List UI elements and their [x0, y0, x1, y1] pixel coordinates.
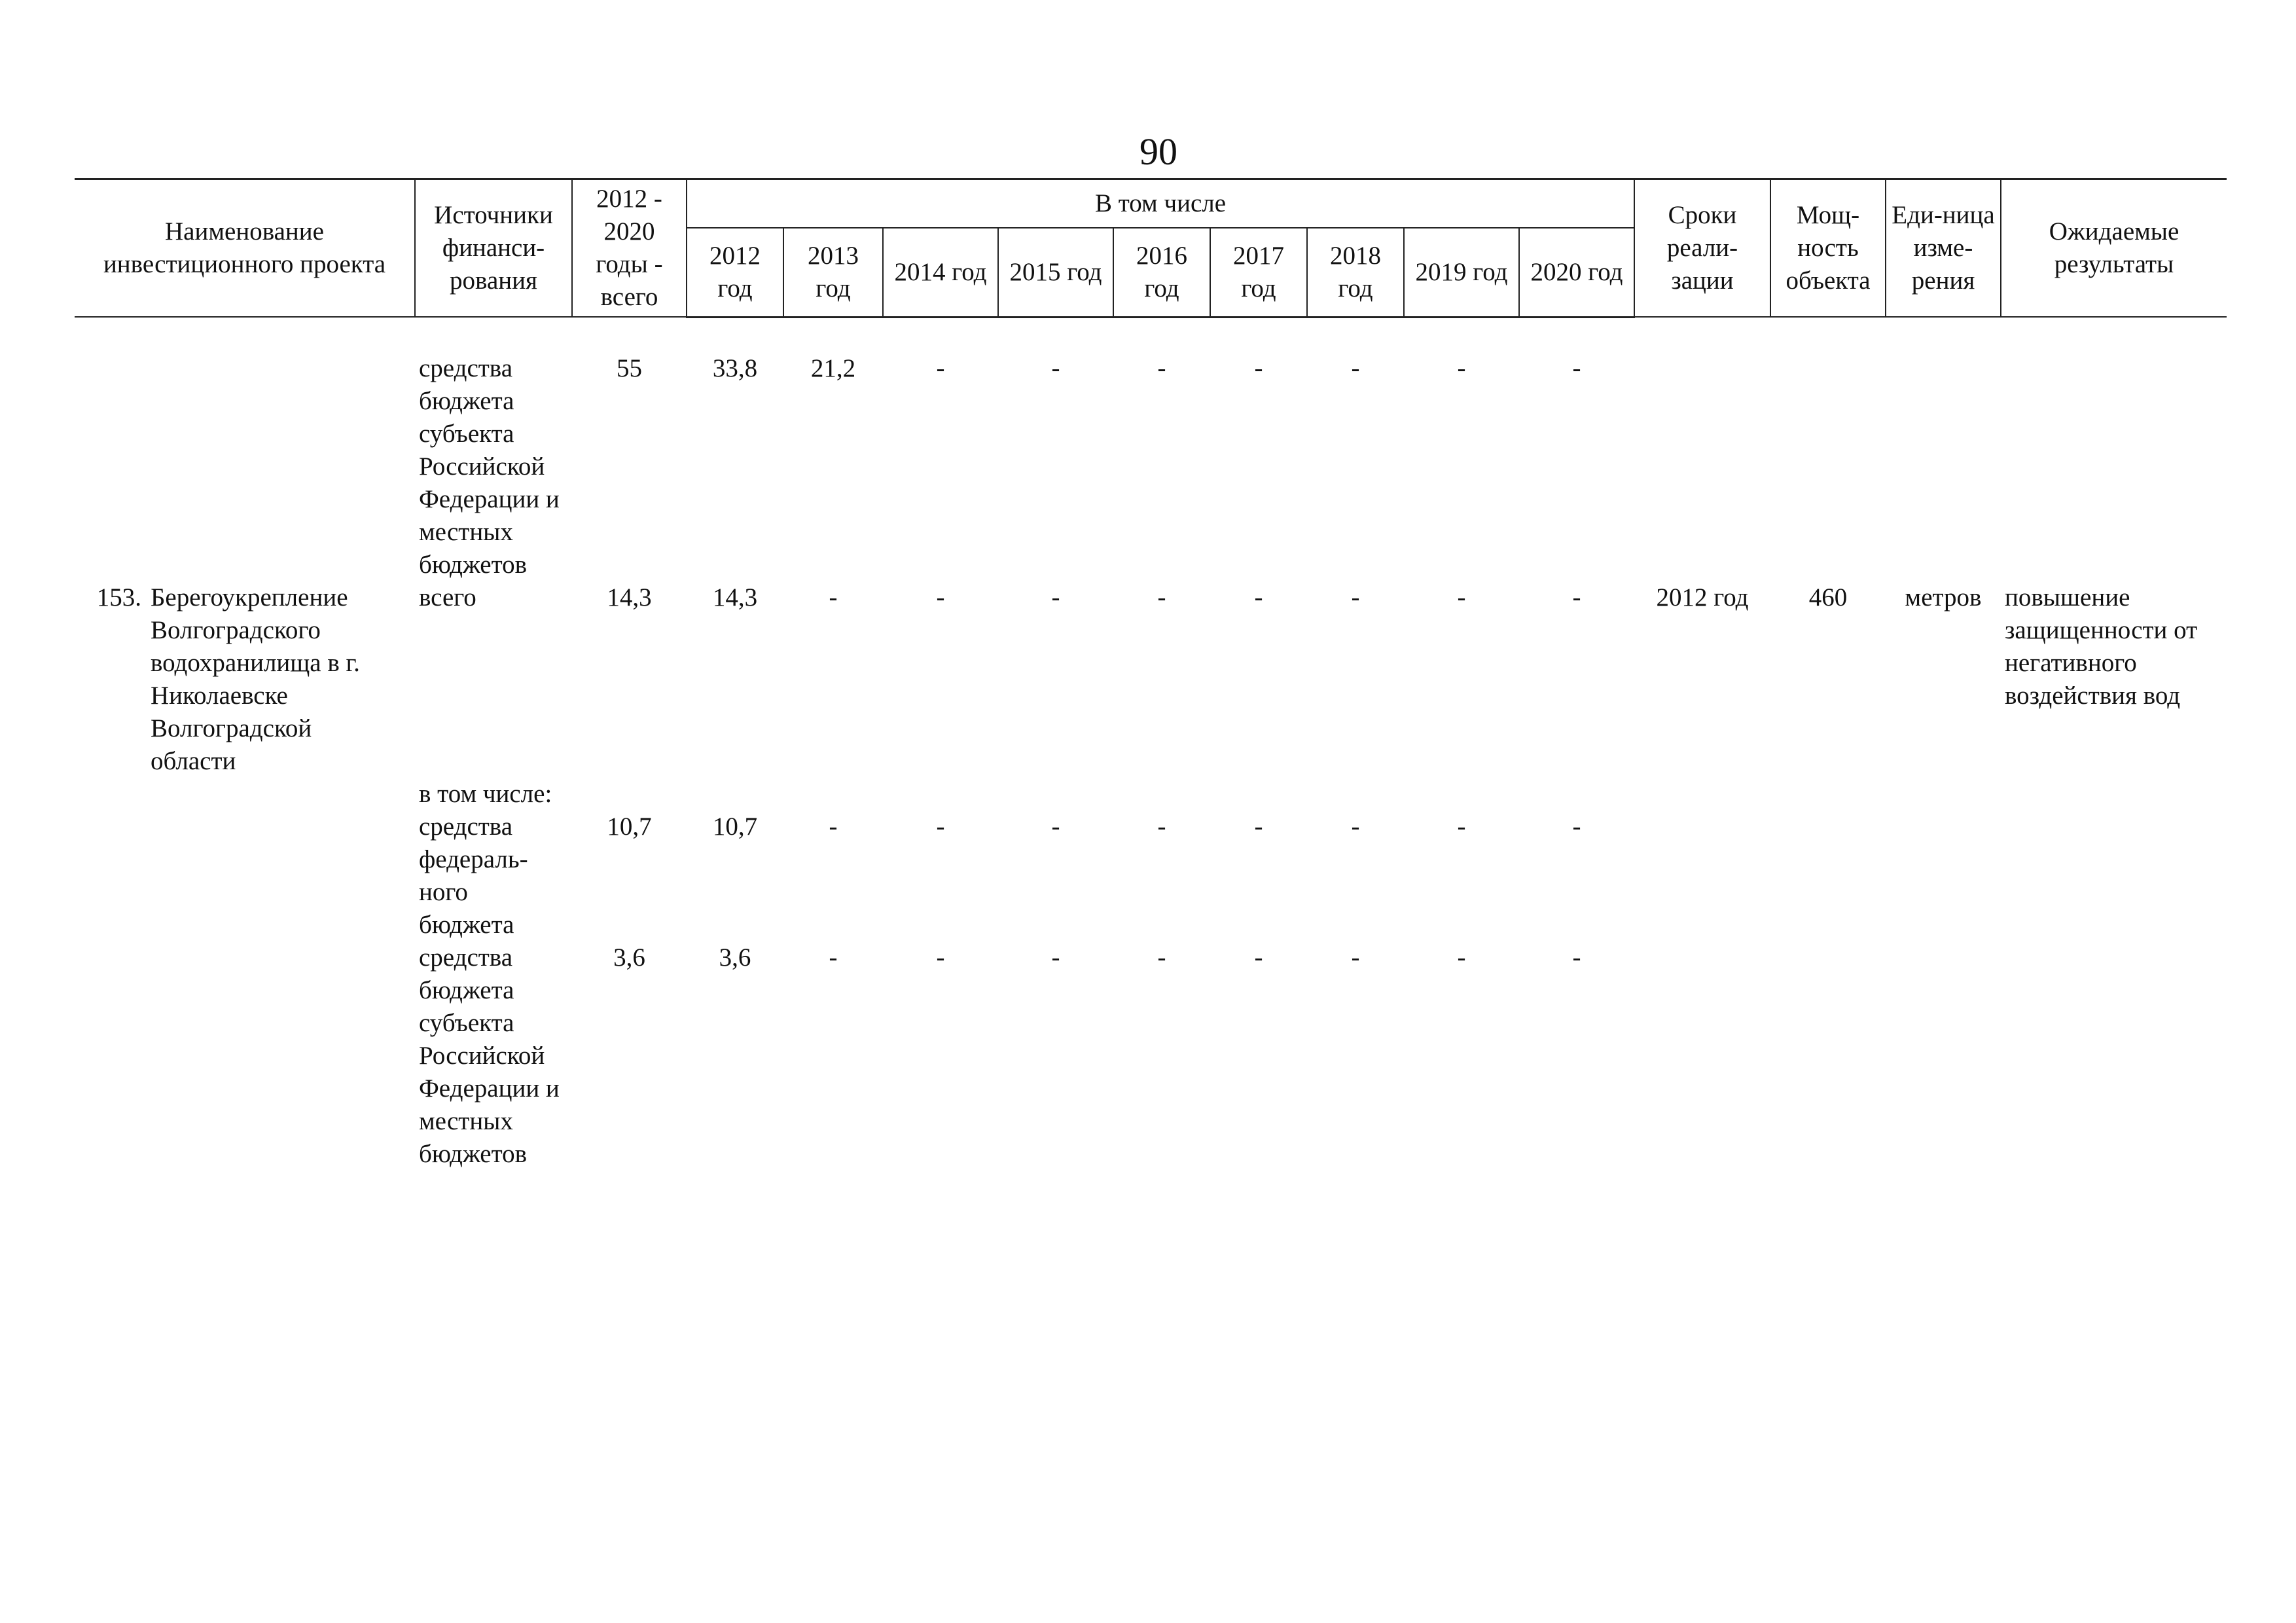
year-cell: -: [1254, 943, 1263, 972]
year-cell: -: [936, 583, 945, 611]
header-including: В том числе: [687, 179, 1634, 228]
year-cell: -: [1254, 583, 1263, 611]
year-cell: -: [1254, 354, 1263, 382]
project-number: 153.: [96, 583, 141, 611]
year-cell: -: [1254, 812, 1263, 841]
year-cell: -: [1157, 943, 1166, 972]
year-cell: -: [1351, 583, 1360, 611]
header-project-name: Наименование инвестиционного проекта: [75, 179, 415, 318]
year-cell: -: [1572, 583, 1581, 611]
total-cell: 55: [617, 354, 642, 382]
source-cell: в том числе:: [419, 779, 552, 808]
header-year-2015: 2015 год: [998, 228, 1113, 317]
source-cell: средства бюджета субъекта Российской Федерации и местных бюджетов: [419, 943, 560, 1168]
results-cell: повышение защищенности от негативного воздействия вод: [2005, 583, 2198, 710]
header-capacity: Мощ-ность объекта: [1770, 179, 1886, 318]
header-terms: Сроки реали-зации: [1634, 179, 1770, 318]
year-cell: -: [829, 583, 838, 611]
header-unit: Еди-ница изме-рения: [1886, 179, 2001, 318]
header-year-2018: 2018 год: [1307, 228, 1404, 317]
table-row: [75, 352, 2227, 581]
year-cell: 21,2: [810, 354, 856, 382]
year-cell: -: [1572, 812, 1581, 841]
year-cell: -: [1351, 943, 1360, 972]
investment-projects-table: [75, 178, 2227, 1171]
year-cell: -: [1457, 583, 1466, 611]
terms-cell: 2012 год: [1656, 583, 1749, 611]
total-cell: 3,6: [613, 943, 645, 972]
header-year-2019: 2019 год: [1404, 228, 1519, 317]
header-year-2016: 2016 год: [1113, 228, 1210, 317]
header-year-2012: 2012 год: [687, 228, 783, 317]
year-cell: -: [936, 354, 945, 382]
header-results: Ожидаемые результаты: [2001, 179, 2227, 318]
year-cell: -: [1457, 812, 1466, 841]
header-total: 2012 - 2020 годы - всего: [572, 179, 687, 318]
year-cell: 10,7: [712, 812, 758, 841]
year-cell: -: [1572, 354, 1581, 382]
header-year-2014: 2014 год: [883, 228, 998, 317]
source-cell: всего: [419, 583, 476, 611]
year-cell: -: [1351, 354, 1360, 382]
year-cell: -: [1157, 583, 1166, 611]
table-header: [75, 179, 2227, 318]
table-row: [75, 811, 2227, 941]
year-cell: 3,6: [719, 943, 751, 972]
total-cell: 14,3: [607, 583, 652, 611]
year-cell: 14,3: [712, 583, 758, 611]
header-year-2017: 2017 год: [1210, 228, 1307, 317]
header-year-2020: 2020 год: [1519, 228, 1634, 317]
year-cell: -: [1457, 943, 1466, 972]
table-row: [75, 941, 2227, 1171]
year-cell: -: [829, 943, 838, 972]
year-cell: -: [1457, 354, 1466, 382]
year-cell: -: [1351, 812, 1360, 841]
source-cell: средства бюджета субъекта Российской Федерации и местных бюджетов: [419, 354, 560, 579]
page-number: 90: [1139, 130, 1177, 173]
table-row: [75, 581, 2227, 778]
source-cell: средства федераль-ного бюджета: [419, 812, 528, 939]
year-cell: -: [1572, 943, 1581, 972]
project-name: Берегоукрепление Волгоградского водохранилища в г. Николаевске Волгоградской области: [151, 583, 360, 775]
year-cell: -: [1157, 354, 1166, 382]
capacity-cell: 460: [1808, 583, 1848, 611]
year-cell: -: [1051, 354, 1060, 382]
header-year-2013: 2013 год: [783, 228, 883, 317]
year-cell: -: [1051, 943, 1060, 972]
year-cell: 33,8: [712, 354, 758, 382]
year-cell: -: [936, 812, 945, 841]
table-body: [75, 317, 2227, 1171]
year-cell: -: [1051, 583, 1060, 611]
unit-cell: метров: [1905, 583, 1982, 611]
year-cell: -: [1157, 812, 1166, 841]
project-cell: [75, 581, 415, 778]
year-cell: -: [829, 812, 838, 841]
total-cell: 10,7: [607, 812, 652, 841]
header-sources: Источники финанси-рования: [415, 179, 572, 318]
year-cell: -: [1051, 812, 1060, 841]
table-row: [75, 778, 2227, 811]
year-cell: -: [936, 943, 945, 972]
